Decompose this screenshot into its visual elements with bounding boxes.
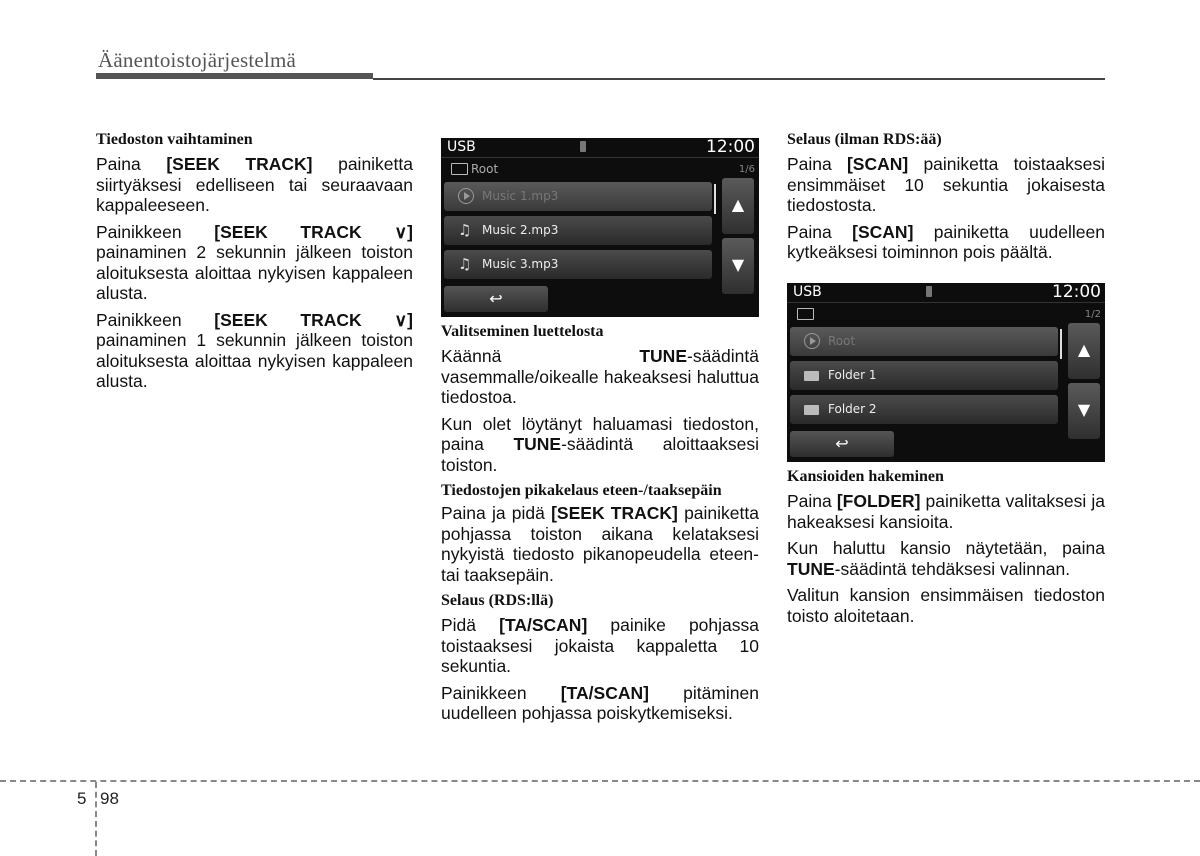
text: Painikkeen	[96, 309, 215, 330]
text: Paina	[96, 154, 167, 174]
paragraph	[441, 346, 759, 408]
paragraph	[787, 491, 1105, 532]
column-3-continued	[787, 467, 1105, 632]
usb-file-list-screen	[441, 138, 759, 317]
play-icon	[458, 188, 474, 204]
list-item-label: Folder 1	[828, 368, 877, 382]
footer-divider	[95, 782, 97, 856]
back-button[interactable]	[790, 431, 894, 457]
button-label: [SEEK TRACK]	[551, 503, 678, 523]
folder-open-icon	[797, 308, 814, 320]
paragraph	[96, 310, 413, 392]
text: painiketta toistaaksesi ensimmäiset 10 sekuntia jokaisesta tiedostosta.	[787, 154, 1106, 215]
text: painaminen 2 sekunnin jälkeen toiston aloituksesta aloittaa nykyisen kappaleen alusta.	[96, 242, 413, 303]
column-3	[787, 130, 1105, 269]
text: Kun olet löytänyt haluamasi tiedoston, paina	[441, 413, 759, 454]
list-item[interactable]	[444, 216, 712, 245]
path-row	[787, 302, 1105, 327]
text: Paina	[787, 154, 847, 174]
list-item[interactable]	[444, 182, 712, 211]
list-item[interactable]	[444, 250, 712, 279]
scroll-down-button[interactable]	[722, 238, 754, 294]
list-item-label: Music 2.mp3	[482, 223, 559, 237]
path-label: Root	[471, 162, 499, 176]
heading-file-change: Tiedoston vaihtaminen	[96, 131, 253, 148]
button-label: TUNE	[513, 434, 562, 454]
button-label: [SCAN]	[852, 221, 914, 242]
back-arrow-icon: ↩	[489, 289, 503, 308]
paragraph	[96, 154, 413, 216]
text: -säädintä tehdäksesi valinnan.	[834, 558, 1071, 579]
paragraph	[787, 538, 1105, 579]
page-number: 98	[100, 789, 119, 808]
paragraph	[787, 222, 1105, 263]
heading-select-from-list: Valitseminen luettelosta	[441, 323, 604, 340]
button-label: [SEEK TRACK ∨]	[214, 221, 413, 242]
text: Painikkeen	[96, 221, 215, 242]
list-item-label: Music 3.mp3	[482, 257, 559, 271]
section-title: Äänentoistojärjestelmä	[98, 48, 297, 72]
heading-folder-search: Kansioiden hakeminen	[787, 468, 944, 485]
scrollbar[interactable]	[714, 184, 716, 214]
usb-folder-list-screen	[787, 283, 1105, 462]
text: Paina ja pidä	[441, 503, 552, 523]
paragraph	[787, 154, 1105, 216]
text: pitäminen uudelleen pohjassa poiskytkemiseksi.	[441, 682, 759, 723]
paragraph	[441, 615, 759, 677]
list-item-label: Folder 2	[828, 402, 877, 416]
status-bar	[787, 283, 1105, 302]
path-row	[441, 157, 759, 182]
page-indicator: 1/6	[738, 164, 755, 175]
text: painike pohjassa toistaaksesi jokaista kappaletta 10 sekuntia.	[441, 615, 760, 676]
source-label: USB	[793, 284, 822, 300]
text: painaminen 1 sekunnin jälkeen toiston aloituksesta aloittaa nykyisen kappaleen alusta.	[96, 330, 413, 391]
clock: 12:00	[706, 138, 755, 157]
heading-scan-rds: Selaus (RDS:llä)	[441, 592, 554, 609]
button-label: [SEEK TRACK]	[166, 154, 313, 174]
folder-icon	[804, 371, 819, 381]
music-note-icon: ♫	[458, 221, 472, 239]
chapter-number: 5	[77, 789, 87, 808]
back-button[interactable]	[444, 286, 548, 312]
scroll-up-button[interactable]	[722, 178, 754, 234]
text: -säädintä vasemmalle/oikealle hakeaksesi haluttua tiedostoa.	[441, 346, 759, 407]
text: painiketta siirtyäksesi edelliseen tai seuraavaan kappaleeseen.	[96, 154, 413, 215]
list-item[interactable]	[790, 361, 1058, 390]
list-item[interactable]	[790, 327, 1058, 356]
button-label: TUNE	[639, 346, 687, 366]
button-label: TUNE	[787, 558, 835, 579]
paragraph	[441, 683, 759, 724]
clock: 12:00	[1052, 283, 1101, 302]
paragraph: Valitun kansion ensimmäisen tiedoston toisto aloitetaan.	[787, 585, 1105, 626]
page-indicator: 1/2	[1084, 309, 1101, 320]
text: painiketta uudelleen kytkeäksesi toiminnon pois päältä.	[787, 221, 1106, 262]
header-rule-thin	[373, 78, 1105, 80]
button-label: [TA/SCAN]	[560, 682, 649, 703]
header-rule-thick	[96, 73, 373, 79]
button-label: [TA/SCAN]	[499, 615, 588, 635]
heading-fast-forward: Tiedostojen pikakelaus eteen-/taaksepäin	[441, 482, 722, 499]
list-item-label: Music 1.mp3	[482, 189, 559, 203]
text: Paina	[787, 221, 853, 242]
button-label: [SEEK TRACK ∨]	[214, 309, 413, 330]
folder-icon	[804, 405, 819, 415]
paragraph	[441, 414, 759, 476]
text: -säädintä aloittaaksesi toiston.	[441, 434, 760, 475]
folder-open-icon	[451, 163, 468, 175]
text: painiketta pohjassa toiston aikana kelataksesi nykyistä tiedosto pikanopeudella eteen- tai taaksepäin.	[441, 503, 759, 585]
up-arrow-icon: ▲	[1077, 340, 1091, 359]
up-arrow-icon: ▲	[731, 195, 745, 214]
back-arrow-icon: ↩	[835, 434, 849, 453]
source-label: USB	[447, 139, 476, 155]
text: painiketta valitaksesi ja hakeaksesi kansioita.	[787, 491, 1105, 532]
music-note-icon: ♫	[458, 255, 472, 273]
scrollbar[interactable]	[1060, 329, 1062, 359]
usb-icon	[580, 141, 586, 152]
status-bar	[441, 138, 759, 157]
column-2	[441, 322, 759, 730]
scroll-up-button[interactable]	[1068, 323, 1100, 379]
down-arrow-icon: ▼	[1077, 400, 1091, 419]
scroll-down-button[interactable]	[1068, 383, 1100, 439]
footer-rule	[0, 780, 1200, 782]
paragraph	[96, 222, 413, 304]
list-item-label: Root	[828, 334, 856, 348]
text: Painikkeen	[441, 682, 561, 703]
paragraph	[441, 503, 759, 585]
text: Paina	[787, 491, 837, 511]
list-item[interactable]	[790, 395, 1058, 424]
text: Pidä	[441, 615, 500, 635]
text: Kun haluttu kansio näytetään, paina	[787, 538, 1105, 558]
button-label: [SCAN]	[846, 154, 909, 174]
play-icon	[804, 333, 820, 349]
column-1	[96, 130, 413, 398]
usb-icon	[926, 286, 932, 297]
heading-scan-no-rds: Selaus (ilman RDS:ää)	[787, 131, 942, 148]
button-label: [FOLDER]	[836, 491, 921, 511]
text: Käännä	[441, 346, 640, 366]
down-arrow-icon: ▼	[731, 255, 745, 274]
